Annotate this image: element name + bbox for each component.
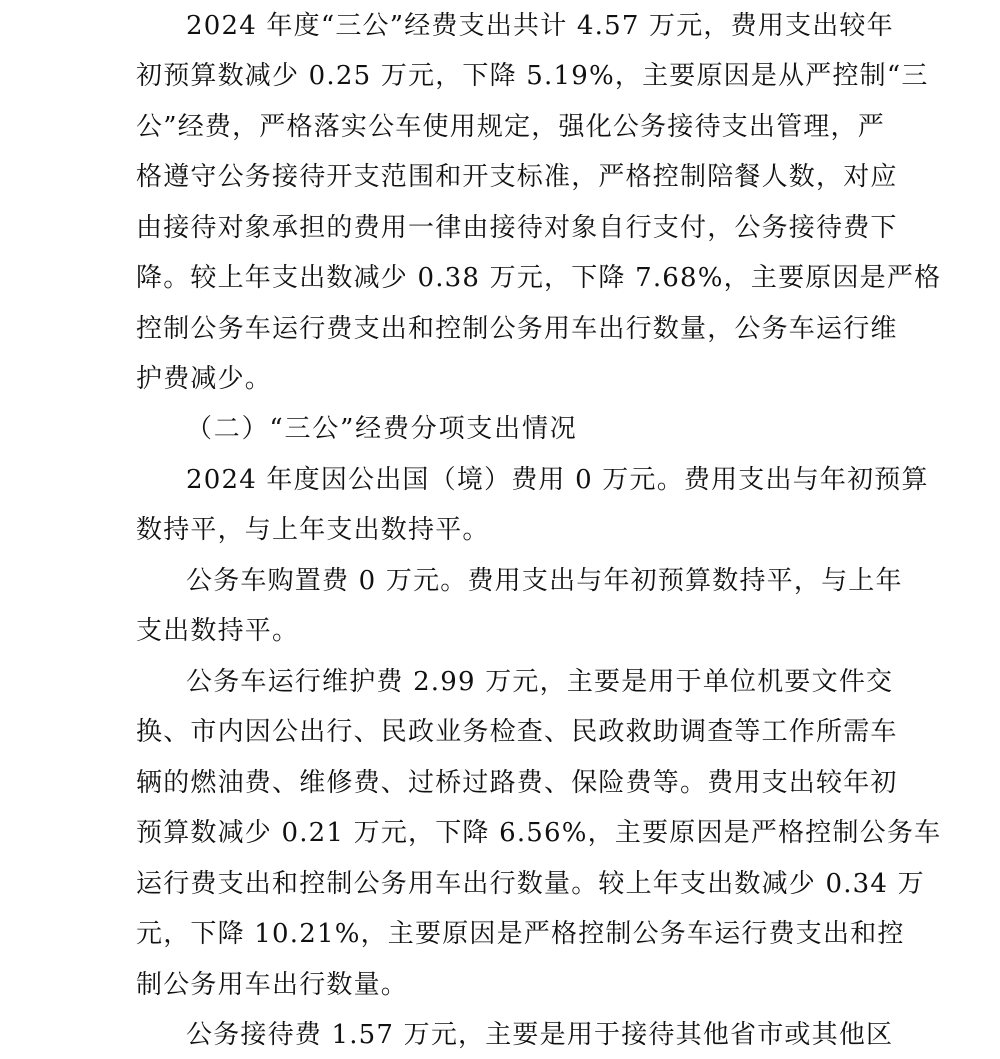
text-line: 数持平，与上年支出数持平。 [136,515,490,545]
text-line: 2024 年度因公出国（境）费用 0 万元。费用支出与年初预算 [186,465,929,495]
text-line: 初预算数减少 0.25 万元，下降 5.19%，主要原因是从严控制“三 [136,61,929,91]
text-line: 护费减少。 [136,364,273,394]
text-line: 运行费支出和控制公务用车出行数量。较上年支出数减少 0.34 万 [136,869,925,899]
text-line: 元，下降 10.21%，主要原因是严格控制公务车运行费支出和控 [136,919,905,949]
text-line: 制公务用车出行数量。 [136,970,409,1000]
text-line: 由接待对象承担的费用一律由接待对象自行支付，公务接待费下 [136,213,898,243]
text-line: 格遵守公务接待开支范围和开支标准，严格控制陪餐人数，对应 [136,162,898,192]
text-line: 公”经费，严格落实公车使用规定，强化公务接待支出管理，严 [136,112,885,142]
text-line: 降。较上年支出数减少 0.38 万元，下降 7.68%，主要原因是严格 [136,263,942,293]
text-line: 公务车运行维护费 2.99 万元，主要是用于单位机要文件交 [186,667,894,697]
text-line: 预算数减少 0.21 万元，下降 6.56%，主要原因是严格控制公务车 [136,818,942,848]
text-line: 公务接待费 1.57 万元，主要是用于接待其他省市或其他区 [186,1020,894,1050]
text-line: 辆的燃油费、维修费、过桥过路费、保险费等。费用支出较年初 [136,768,898,798]
text-line: 公务车购置费 0 万元。费用支出与年初预算数持平，与上年 [186,566,903,596]
text-line: 换、市内因公出行、民政业务检查、民政救助调查等工作所需车 [136,717,898,747]
text-line: 支出数持平。 [136,616,300,646]
text-line: 2024 年度“三公”经费支出共计 4.57 万元，费用支出较年 [186,11,894,41]
text-line: 控制公务车运行费支出和控制公务用车出行数量，公务车运行维 [136,314,898,344]
section-heading: （二）“三公”经费分项支出情况 [186,414,578,444]
